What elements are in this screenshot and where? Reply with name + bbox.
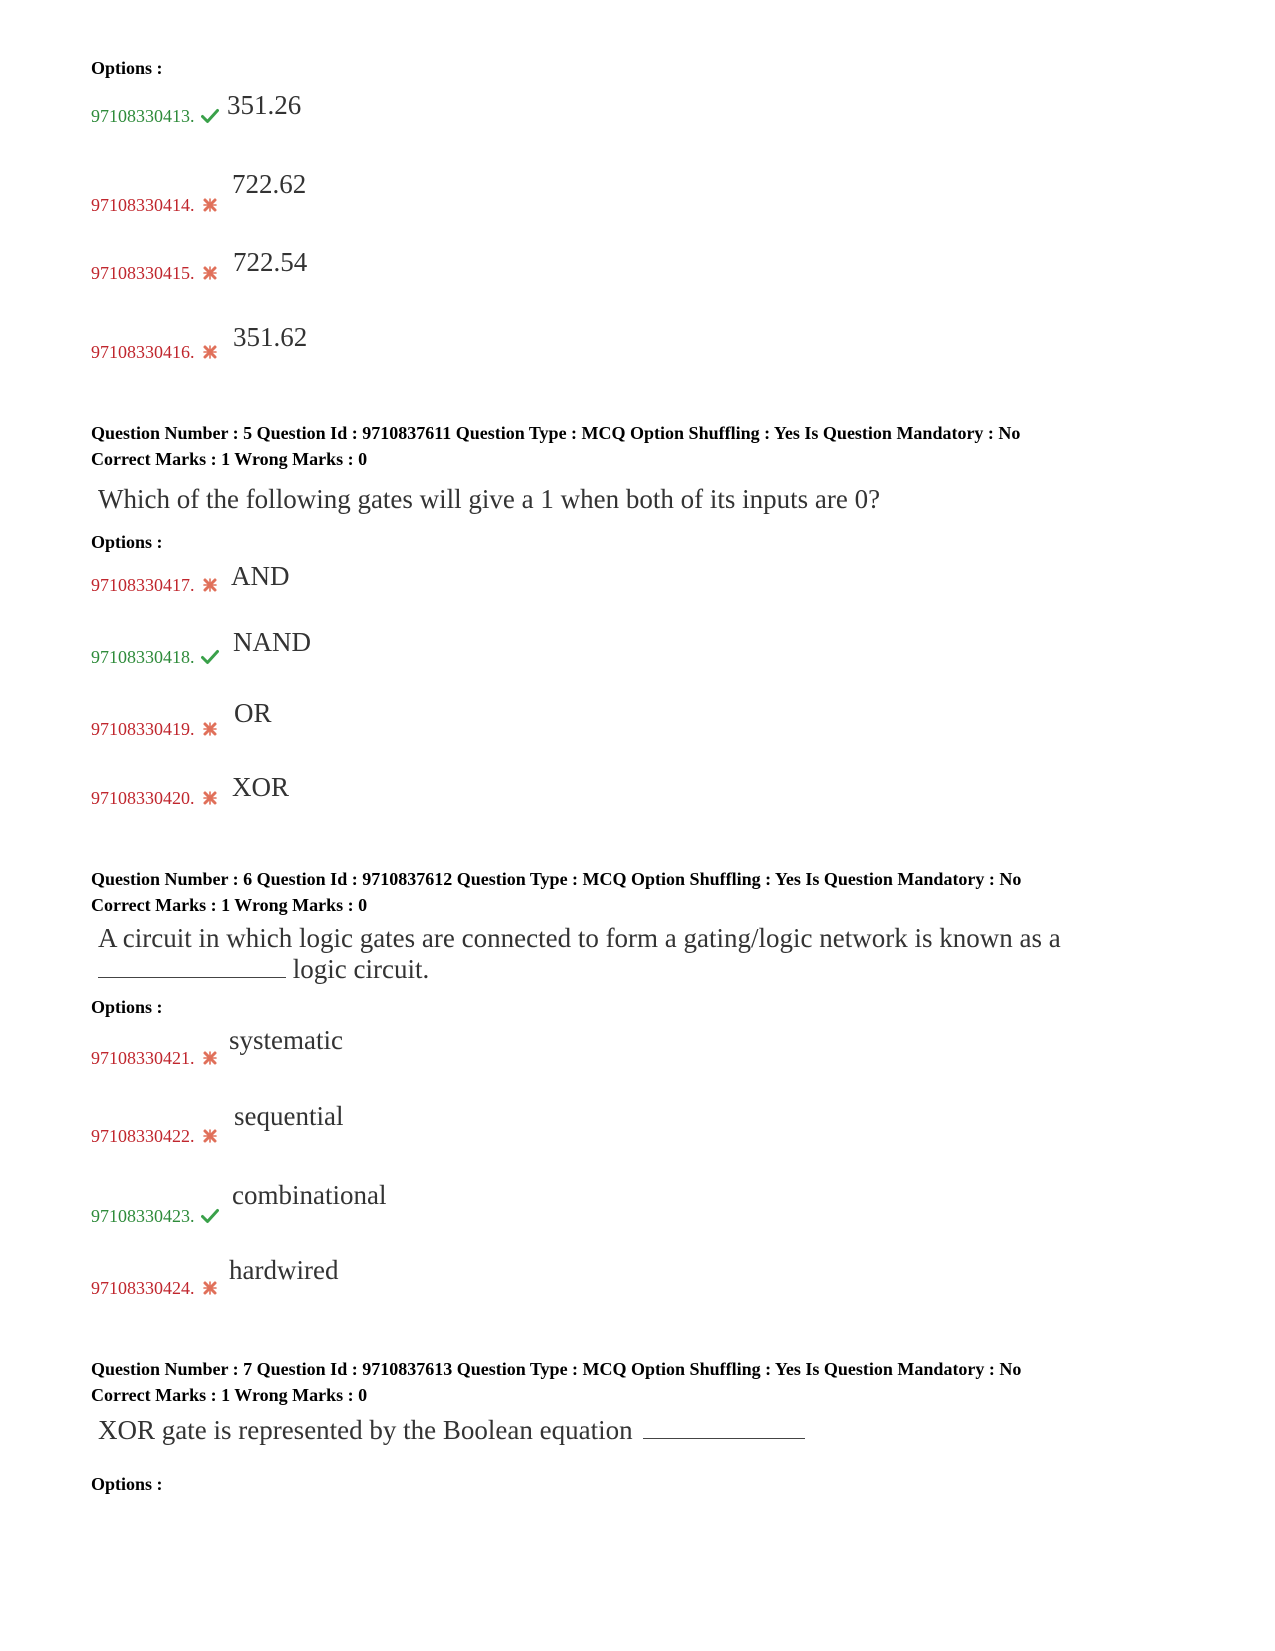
question-text-line: [98, 1414, 805, 1446]
question-text: XOR gate is represented by the Boolean equation: [98, 1415, 633, 1445]
options-label: Options :: [91, 1474, 163, 1494]
option-id: 97108330414.: [91, 195, 195, 215]
option-text: systematic: [229, 1025, 343, 1055]
check-icon: [201, 108, 219, 124]
option-row[interactable]: [91, 342, 219, 363]
option-row[interactable]: [91, 195, 219, 216]
option-text: 722.62: [232, 169, 307, 199]
option-id: 97108330416.: [91, 342, 195, 362]
cross-icon: [201, 577, 219, 593]
options-label: Options :: [91, 532, 163, 552]
answer-blank: [98, 953, 286, 978]
option-row[interactable]: [91, 1206, 219, 1227]
option-id: 97108330423.: [91, 1206, 195, 1226]
option-text: 722.54: [233, 247, 308, 277]
option-id: 97108330420.: [91, 788, 195, 808]
option-text: XOR: [232, 772, 290, 802]
cross-icon: [201, 790, 219, 806]
option-row[interactable]: [91, 106, 219, 127]
answer-blank: [643, 1414, 805, 1439]
option-text: combinational: [232, 1180, 387, 1210]
option-id: 97108330417.: [91, 575, 195, 595]
option-row[interactable]: [91, 647, 219, 668]
cross-icon: [201, 1050, 219, 1066]
option-id: 97108330413.: [91, 106, 195, 126]
question-text: Which of the following gates will give a 1 when both of its inputs are 0?: [98, 484, 881, 514]
question-text-tail: logic circuit.: [292, 954, 430, 984]
question-text-line2: [98, 953, 429, 985]
cross-icon: [201, 197, 219, 213]
question-header: Question Number : 6 Question Id : 9710837612 Question Type : MCQ Option Shuffling : Yes Is Question Mandatory : No: [91, 869, 1022, 889]
option-row[interactable]: [91, 1048, 219, 1069]
option-row[interactable]: [91, 263, 219, 284]
option-text: sequential: [234, 1101, 344, 1131]
option-row[interactable]: [91, 1126, 219, 1147]
options-label: Options :: [91, 58, 163, 78]
question-header: Question Number : 7 Question Id : 9710837613 Question Type : MCQ Option Shuffling : Yes Is Question Mandatory : No: [91, 1359, 1022, 1379]
option-id: 97108330424.: [91, 1278, 195, 1298]
option-row[interactable]: [91, 719, 219, 740]
question-marks: Correct Marks : 1 Wrong Marks : 0: [91, 895, 368, 915]
option-row[interactable]: [91, 575, 219, 596]
question-marks: Correct Marks : 1 Wrong Marks : 0: [91, 1385, 368, 1405]
option-id: 97108330421.: [91, 1048, 195, 1068]
option-row[interactable]: [91, 788, 219, 809]
cross-icon: [201, 265, 219, 281]
option-text: 351.62: [233, 322, 308, 352]
option-text: 351.26: [227, 90, 302, 120]
cross-icon: [201, 1280, 219, 1296]
option-text: hardwired: [229, 1255, 339, 1285]
question-marks: Correct Marks : 1 Wrong Marks : 0: [91, 449, 368, 469]
option-text: NAND: [233, 627, 311, 657]
cross-icon: [201, 344, 219, 360]
option-text: OR: [234, 698, 272, 728]
cross-icon: [201, 1128, 219, 1144]
options-label: Options :: [91, 997, 163, 1017]
check-icon: [201, 1208, 219, 1224]
option-text: AND: [231, 561, 290, 591]
question-header: Question Number : 5 Question Id : 9710837611 Question Type : MCQ Option Shuffling : Yes Is Question Mandatory : No: [91, 423, 1021, 443]
cross-icon: [201, 721, 219, 737]
option-id: 97108330419.: [91, 719, 195, 739]
option-id: 97108330415.: [91, 263, 195, 283]
question-text: A circuit in which logic gates are connected to form a gating/logic network is known as a: [98, 923, 1061, 953]
option-row[interactable]: [91, 1278, 219, 1299]
option-id: 97108330418.: [91, 647, 195, 667]
check-icon: [201, 649, 219, 665]
option-id: 97108330422.: [91, 1126, 195, 1146]
